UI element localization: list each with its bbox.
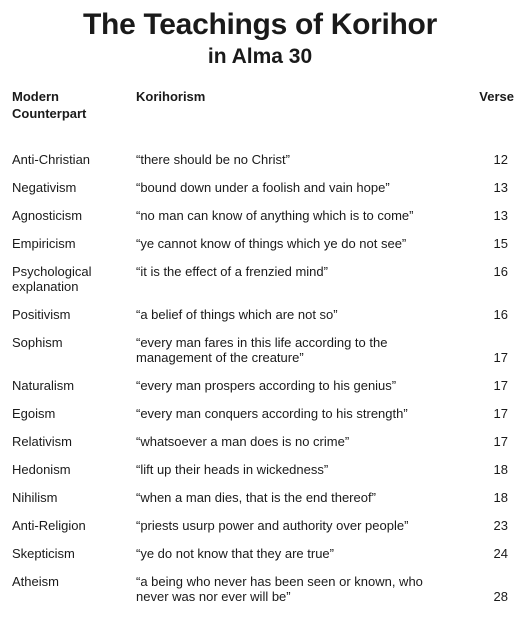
column-header-korihorism: Korihorism [136,89,206,104]
korihorism-quote-cell: “priests usurp power and authority over people” [136,518,409,533]
modern-counterpart-cell: Egoism [12,406,56,421]
korihorism-quote-cell: “every man conquers according to his strength” [136,406,408,421]
modern-counterpart-cell: Psychological explanation [12,264,92,294]
modern-counterpart-cell: Nihilism [12,490,58,505]
verse-cell: 16 [493,264,508,279]
korihorism-quote-cell: “a belief of things which are not so” [136,307,338,322]
korihorism-quote-cell: “ye cannot know of things which ye do not see” [136,236,407,251]
verse-cell: 28 [493,589,508,604]
page-title: The Teachings of Korihor [83,8,437,41]
korihorism-quote-cell: “bound down under a foolish and vain hope” [136,180,390,195]
verse-cell: 18 [493,490,508,505]
verse-cell: 17 [493,378,508,393]
modern-counterpart-cell: Atheism [12,574,59,589]
modern-counterpart-cell: Empiricism [12,236,76,251]
korihorism-quote-cell: “it is the effect of a frenzied mind” [136,264,328,279]
verse-cell: 17 [493,406,508,421]
modern-counterpart-cell: Positivism [12,307,71,322]
verse-cell: 17 [493,350,508,365]
verse-cell: 13 [493,180,508,195]
page-subtitle: in Alma 30 [207,45,313,68]
modern-counterpart-cell: Naturalism [12,378,75,393]
modern-counterpart-cell: Anti-Religion [12,518,86,533]
korihorism-quote-cell: “every man fares in this life according to the management of the creature” [136,335,388,365]
verse-cell: 18 [493,462,508,477]
verse-cell: 16 [493,307,508,322]
korihorism-quote-cell: “no man can know of anything which is to come” [136,208,414,223]
column-header-verse: Verse [479,89,514,104]
korihorism-quote-cell: “when a man dies, that is the end thereof” [136,490,376,505]
modern-counterpart-cell: Anti-Christian [12,152,91,167]
verse-cell: 23 [493,518,508,533]
modern-counterpart-cell: Hedonism [12,462,71,477]
verse-cell: 15 [493,236,508,251]
korihorism-quote-cell: “a being who never has been seen or known, who never was nor ever will be” [136,574,423,604]
verse-cell: 24 [493,546,508,561]
verse-cell: 17 [493,434,508,449]
korihorism-quote-cell: “lift up their heads in wickedness” [136,462,329,477]
modern-counterpart-cell: Agnosticism [12,208,83,223]
verse-cell: 12 [493,152,508,167]
modern-counterpart-cell: Negativism [12,180,77,195]
modern-counterpart-cell: Relativism [12,434,72,449]
verse-cell: 13 [493,208,508,223]
modern-counterpart-cell: Sophism [12,335,63,350]
korihorism-quote-cell: “every man prospers according to his genius” [136,378,397,393]
modern-counterpart-cell: Skepticism [12,546,75,561]
korihorism-quote-cell: “whatsoever a man does is no crime” [136,434,350,449]
korihorism-quote-cell: “ye do not know that they are true” [136,546,334,561]
korihorism-quote-cell: “there should be no Christ” [136,152,290,167]
column-header-modern-counterpart: Modern Counterpart [12,89,87,121]
